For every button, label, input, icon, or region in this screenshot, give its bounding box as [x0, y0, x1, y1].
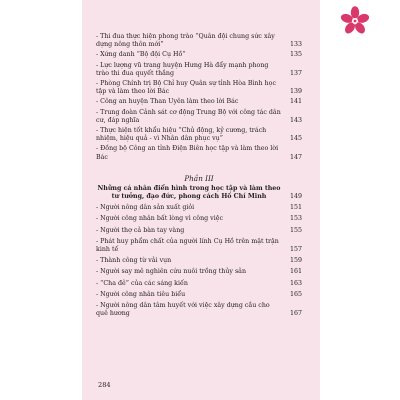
toc-entry: [96, 33, 302, 49]
toc-entry-text: - Lực lượng vũ trang huyện Hưng Hà đẩy mạnh phong trào thi đua quyết thắng: [96, 61, 269, 77]
toc-entry-page: 135: [289, 51, 302, 59]
toc-entry-text: - Công an huyện Than Uyên làm theo lời Bác: [96, 98, 239, 106]
toc-entry-page: 155: [289, 226, 302, 234]
toc-entry-page: 139: [289, 88, 302, 96]
toc-entry-text: - Xứng danh “Bộ đội Cụ Hồ”: [96, 51, 186, 59]
toc-entry-page: 145: [289, 135, 302, 143]
toc-entry: [96, 302, 302, 318]
table-of-contents: [96, 0, 302, 318]
toc-entry-page: 141: [289, 98, 302, 106]
toc-entry-page: 159: [289, 257, 302, 265]
toc-entry-page: 147: [289, 153, 302, 161]
toc-entry-text: - Người say mê nghiên cứu nuôi trồng thủy sản: [96, 268, 246, 276]
toc-entry-page: 133: [289, 41, 302, 49]
toc-entry-text: - Thành công từ vải vụn: [96, 257, 172, 265]
toc-entry-text: - Thực hiện tốt khẩu hiệu “Chủ động, kỷ cương, trách nhiệm, hiệu quả - vì Nhân dân phục vụ”: [96, 127, 267, 143]
toc-entry-text: - “Cha đẻ” của các sáng kiến: [96, 279, 188, 287]
toc-entry: [96, 51, 302, 59]
toc-entry-text: - Người công nhân bất lòng vì công việc: [96, 215, 223, 223]
toc-entry-page: 137: [289, 69, 302, 77]
toc-entry-text: - Người nông dân tâm huyết với việc xây dựng cầu cho quê hương: [96, 302, 270, 318]
toc-entry-page: 165: [289, 290, 302, 298]
toc-entry-text: - Người nông dân sản xuất giỏi: [96, 204, 195, 212]
toc-entry-page: 143: [289, 116, 302, 124]
toc-entry-page: 151: [289, 204, 302, 212]
part-title: Phần III: [184, 173, 214, 183]
page-number: 284: [98, 381, 111, 389]
toc-entry: [96, 62, 302, 78]
toc-entry-text: - Phát huy phẩm chất của người lính Cụ Hồ trên mặt trận kinh tế: [96, 237, 279, 254]
toc-entry-text: - Đồng bộ Công an tỉnh Điện Biên học tập và làm theo lời Bác: [96, 145, 279, 161]
toc-entry: [96, 204, 302, 212]
toc-entry: [96, 280, 302, 288]
toc-entry: [96, 127, 302, 143]
toc-entry: [96, 227, 302, 235]
toc-entry: [96, 215, 302, 223]
part-heading-text: Những cá nhân điển hình trong học tập và làm theo tư tưởng, đạo đức, phong cách Hồ Chí Minh: [97, 184, 281, 201]
toc-entry: [96, 268, 302, 276]
toc-entry: [96, 145, 302, 161]
toc-entry-page: 163: [289, 279, 302, 287]
toc-entry-text: - Người thợ cả bàn tay vàng: [96, 226, 185, 234]
toc-entry-page: 161: [289, 268, 302, 276]
toc-entry: [96, 109, 302, 125]
toc-entry-page: 167: [289, 310, 302, 318]
toc-entry-page: 153: [289, 215, 302, 223]
toc-entry-text: - Phòng Chính trị Bộ Chỉ huy Quân sự tỉnh Hòa Bình học tập và làm theo lời Bác: [96, 80, 276, 96]
toc-entry: [96, 238, 302, 254]
toc-entry-text: - Trung đoàn Cảnh sát cơ động Trung Bộ với công tác dân cư, đáp nghĩa: [96, 108, 281, 124]
toc-entry: [96, 291, 302, 299]
toc-entry: [96, 257, 302, 265]
toc-entry-page: 157: [289, 246, 302, 254]
toc-entry: [96, 98, 302, 106]
part-heading: [96, 185, 302, 201]
flower-ornament-icon: [340, 6, 370, 36]
toc-entry-text: - Thi đua thực hiện phong trào “Quân đội chung sức xây dựng nông thôn mới”: [96, 33, 275, 49]
toc-entry-text: - Người công nhân tiêu biểu: [96, 290, 186, 298]
toc-entry: [96, 80, 302, 96]
part-heading-page: 149: [289, 193, 302, 201]
